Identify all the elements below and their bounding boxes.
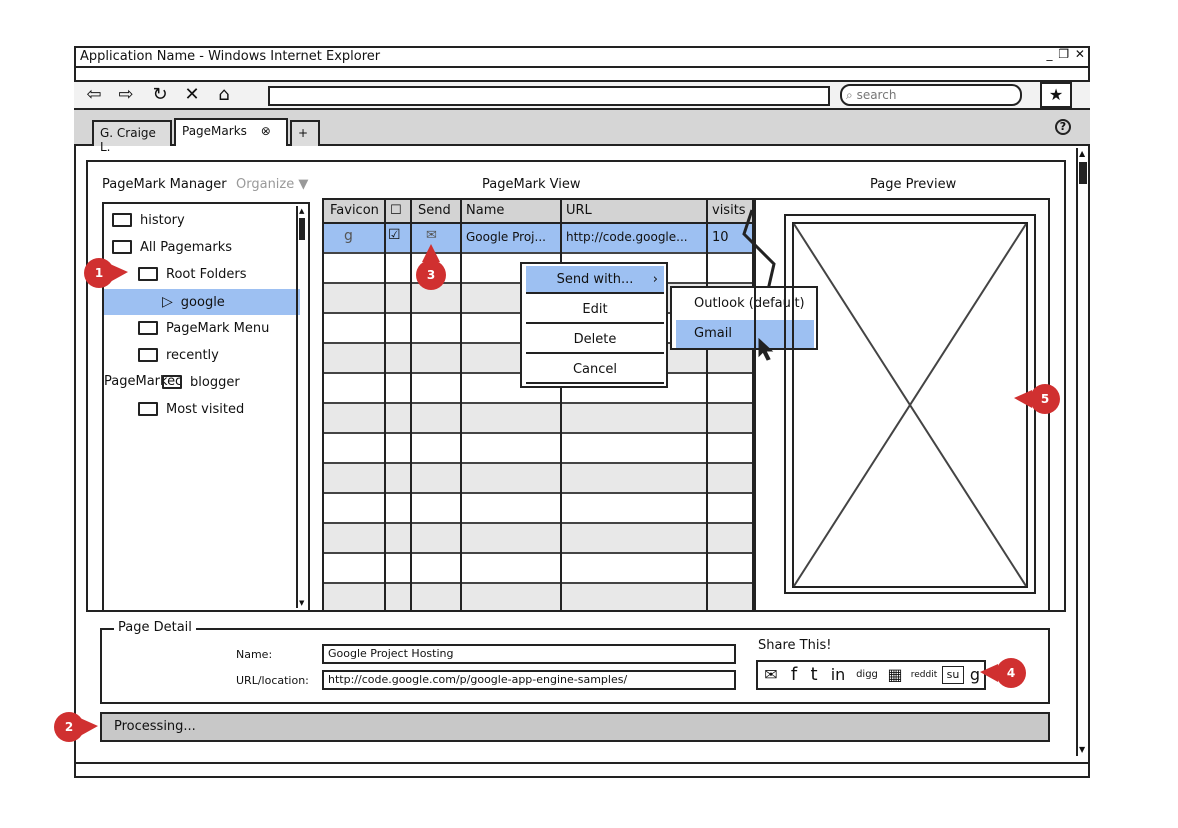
browser-status-bar <box>74 762 1090 778</box>
col-name[interactable]: Name <box>466 203 505 218</box>
table-row[interactable] <box>324 404 752 434</box>
row-url: http://code.google... <box>566 230 688 244</box>
tree-item-label: google <box>180 295 225 310</box>
linkedin-icon[interactable]: in <box>830 665 846 684</box>
home-icon[interactable]: ⌂ <box>218 84 230 105</box>
name-field[interactable]: Google Project Hosting <box>322 644 736 664</box>
tree-item-history[interactable] <box>104 208 300 234</box>
folder-icon <box>112 213 132 227</box>
tab-label: G. Craige L. <box>100 126 156 154</box>
row-checkbox[interactable]: ☑ <box>388 227 401 243</box>
twitter-icon[interactable]: t <box>810 664 818 685</box>
marker-pointer <box>420 244 442 264</box>
window-title: Application Name - Windows Internet Explorer <box>80 49 381 64</box>
reddit-icon[interactable]: reddit <box>910 670 938 680</box>
scroll-thumb[interactable] <box>299 218 305 240</box>
menu-item-cancel[interactable]: Cancel <box>526 356 664 384</box>
grid-header <box>324 200 752 224</box>
annotation-marker-3: 3 <box>416 260 446 290</box>
menu-item-send-with[interactable] <box>526 266 664 294</box>
email-share-icon[interactable]: ✉ <box>764 665 778 684</box>
preview-image-placeholder <box>792 222 1028 588</box>
google-favicon-icon: g <box>344 228 353 244</box>
search-icon: ⌕ <box>846 88 853 102</box>
address-bar[interactable] <box>268 86 830 106</box>
col-favicon[interactable]: Favicon <box>330 203 379 218</box>
image-placeholder-icon <box>794 224 1026 586</box>
folder-open-icon <box>138 321 158 335</box>
table-row[interactable] <box>324 554 752 584</box>
facebook-icon[interactable]: f <box>790 664 798 685</box>
folder-tree <box>102 202 310 612</box>
annotation-marker-5: 5 <box>1030 384 1060 414</box>
scroll-down-icon[interactable]: ▼ <box>1079 745 1086 754</box>
tab-label: PageMarks <box>182 124 247 138</box>
row-visits: 10 <box>712 230 729 245</box>
stumbleupon-icon[interactable]: su <box>942 666 964 684</box>
detail-title: Page Detail <box>114 620 196 635</box>
marker-pointer <box>80 716 100 738</box>
favorites-button[interactable] <box>1040 82 1072 108</box>
page-scrollbar[interactable] <box>1076 148 1088 756</box>
star-icon: ★ <box>1048 85 1064 104</box>
row-name: Google Proj... <box>466 230 546 244</box>
tree-item-label: recently PageMarkec <box>104 348 219 389</box>
scroll-up-icon[interactable]: ▲ <box>299 207 305 215</box>
refresh-icon[interactable]: ↻ <box>152 84 168 105</box>
tree-item-label: All Pagemarks <box>140 240 232 255</box>
share-title: Share This! <box>758 638 832 653</box>
folder-open-icon <box>138 267 158 281</box>
marker-pointer <box>1012 388 1032 410</box>
tab-g-craige[interactable] <box>92 120 172 154</box>
title-bar <box>74 46 1090 68</box>
column-divider <box>460 200 462 610</box>
new-tab-button[interactable] <box>290 120 320 146</box>
col-send[interactable]: Send <box>418 203 451 218</box>
name-label: Name: <box>236 648 273 661</box>
pagemark-grid <box>322 198 754 612</box>
page-arrow-icon: ▷ <box>162 294 173 310</box>
back-icon[interactable]: ⇦ <box>86 84 102 105</box>
mail-icon[interactable]: ✉ <box>426 228 437 243</box>
table-row[interactable] <box>324 494 752 524</box>
table-row[interactable] <box>324 224 752 254</box>
tree-item-label: history <box>140 213 185 228</box>
stop-icon[interactable]: ✕ <box>184 84 200 105</box>
forward-icon[interactable]: ⇨ <box>118 84 134 105</box>
scroll-up-icon[interactable]: ▲ <box>1079 149 1086 158</box>
tree-item-google[interactable] <box>104 289 300 315</box>
chevron-right-icon: › <box>652 272 658 287</box>
tree-scrollbar[interactable] <box>296 206 306 608</box>
column-divider <box>706 200 708 610</box>
url-label: URL/location: <box>236 674 309 687</box>
folder-icon <box>138 402 158 416</box>
col-visits[interactable]: visits <box>712 203 746 218</box>
marker-pointer <box>110 262 130 284</box>
tree-item-label: Most visited <box>166 402 245 417</box>
manager-title: PageMark Manager <box>102 177 227 192</box>
menu-item-delete[interactable]: Delete <box>526 326 664 354</box>
column-divider <box>410 200 412 610</box>
search-placeholder: search <box>856 88 897 102</box>
window-controls[interactable]: _ ❐ ✕ <box>1046 47 1086 61</box>
submenu-item-outlook[interactable]: Outlook (default) <box>694 296 805 311</box>
folder-open-icon <box>112 240 132 254</box>
submenu-item-gmail[interactable]: Gmail <box>676 320 814 348</box>
close-icon[interactable]: ⊗ <box>260 124 271 138</box>
organize-dropdown[interactable]: Organize ▼ <box>236 177 309 192</box>
annotation-marker-1: 1 <box>84 258 114 288</box>
tree-item-label: blogger <box>190 375 240 390</box>
table-row[interactable] <box>324 464 752 494</box>
table-row[interactable] <box>324 434 752 464</box>
col-checkbox[interactable]: ☐ <box>390 203 402 218</box>
search-input[interactable] <box>840 84 1022 106</box>
share-bar <box>756 660 986 690</box>
preview-title: Page Preview <box>870 177 957 192</box>
folder-open-icon <box>138 348 158 362</box>
tree-item-most-visited[interactable] <box>104 397 300 423</box>
status-bar: Processing... <box>100 712 1050 742</box>
tree-item-blogger[interactable] <box>104 370 300 396</box>
tree-item-all-pagemarks[interactable] <box>104 235 300 261</box>
google-share-icon[interactable]: g <box>969 665 981 684</box>
context-menu <box>520 262 668 388</box>
help-glyph: ? <box>1059 120 1067 133</box>
scroll-down-icon[interactable]: ▼ <box>299 599 305 607</box>
url-field[interactable]: http://code.google.com/p/google-app-engine-samples/ <box>322 670 736 690</box>
table-row[interactable] <box>324 584 752 610</box>
view-title: PageMark View <box>482 177 581 192</box>
menu-item-edit[interactable]: Edit <box>526 296 664 324</box>
tree-item-pagemark-menu[interactable] <box>104 316 300 342</box>
menu-item-label: Send with... <box>556 272 634 287</box>
table-row[interactable] <box>324 524 752 554</box>
tree-item-label: Root Folders <box>166 267 247 282</box>
annotation-marker-2: 2 <box>54 712 84 742</box>
col-url[interactable]: URL <box>566 203 592 218</box>
help-icon[interactable] <box>1054 118 1072 136</box>
column-divider <box>384 200 386 610</box>
delicious-icon[interactable]: ▦ <box>887 665 903 684</box>
annotation-marker-4: 4 <box>996 658 1026 688</box>
tree-item-label: PageMark Menu <box>166 321 270 336</box>
marker-pointer <box>978 662 998 684</box>
tab-pagemarks[interactable] <box>174 118 288 146</box>
scroll-thumb[interactable] <box>1079 162 1087 184</box>
folder-icon <box>162 375 182 389</box>
digg-icon[interactable]: digg <box>856 669 878 680</box>
plus-icon: + <box>298 126 309 140</box>
tree-item-root-folders[interactable] <box>104 262 300 288</box>
